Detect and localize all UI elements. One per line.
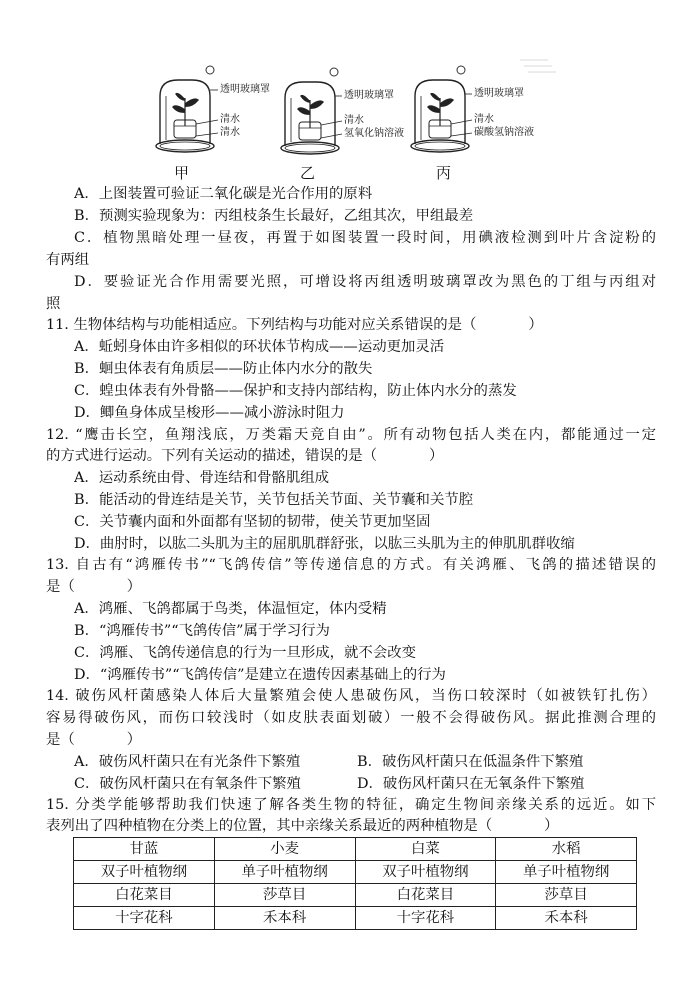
sun-icon <box>206 66 465 76</box>
q15-stem-line2 <box>46 816 656 836</box>
table-cell: 禾本科 <box>496 907 637 930</box>
label-cover-jia: 透明玻璃罩 <box>220 84 270 95</box>
q13-stem-text: 是（ <box>46 579 75 595</box>
q14-option-d: D．破伤风杆菌只在无氧条件下繁殖 <box>357 776 585 792</box>
q10-option-c-line1: C．植物黑暗处理一昼夜，再置于如图装置一段时间，用碘液检测到叶片含淀粉的 <box>74 230 656 246</box>
label-cover-bing: 透明玻璃罩 <box>474 88 524 99</box>
q14-stem-line3 <box>46 730 656 750</box>
q11-stem <box>46 315 656 335</box>
table-cell: 双子叶植物纲 <box>355 861 496 884</box>
table-cell: 十字花科 <box>74 907 215 930</box>
q15-stem-line1: 15. 分类学能够帮助我们快速了解各类生物的特征，确定生物间亲缘关系的远近。如下 <box>46 797 656 813</box>
table-cell: 十字花科 <box>355 907 496 930</box>
q12-option-b: B．能活动的骨连结是关节，关节包括关节面、关节囊和关节腔 <box>74 492 474 508</box>
table-cell: 白花菜目 <box>355 884 496 907</box>
q11-option-d: D．鲫鱼身体成呈梭形——减小游泳时阻力 <box>74 405 345 421</box>
q13-option-a: A．鸿雁、飞鸽都属于鸟类，体温恒定，体内受精 <box>74 601 387 617</box>
q14-stem-end: ） <box>126 732 142 748</box>
table-cell: 白花菜目 <box>74 884 215 907</box>
q11-stem-end: ） <box>528 317 543 333</box>
label-top-yi: 清水 <box>344 115 364 126</box>
q15-stem-text: 表列出了四种植物在分类上的位置，其中亲缘关系最近的两种植物是（ <box>46 818 493 834</box>
q14-stem-line1: 14. 破伤风杆菌感染人体后大量繁殖会使人患破伤风，当伤口较深时（如被铁钉扎伤） <box>46 688 656 704</box>
q14-options-row1 <box>74 752 656 772</box>
table-cell: 单子叶植物纲 <box>214 861 355 884</box>
label-top-jia: 清水 <box>220 114 240 125</box>
table-cell: 单子叶植物纲 <box>496 861 637 884</box>
table-cell: 水稻 <box>496 838 637 861</box>
caption-bing: 丙 <box>436 164 452 182</box>
q13-stem-line2 <box>46 577 656 597</box>
table-cell: 莎草目 <box>496 884 637 907</box>
q14-stem-line2: 容易得破伤风，而伤口较浅时（如皮肤表面划破）一般不会得破伤风。据此推测合理的 <box>46 710 656 726</box>
q11-stem-text: 11. 生物体结构与功能相适应。下列结构与功能对应关系错误的是（ <box>46 317 477 333</box>
table-cell: 甘蓝 <box>74 838 215 861</box>
table-cell: 莎草目 <box>214 884 355 907</box>
caption-yi: 乙 <box>300 164 316 182</box>
q11-option-a: A．蚯蚓身体由许多相似的环状体节构成——运动更加灵活 <box>74 339 445 355</box>
q11-option-b: B．蛔虫体表有角质层——防止体内水分的散失 <box>74 361 373 377</box>
q13-stem-end: ） <box>126 579 142 595</box>
q14-option-c: C．破伤风杆菌只在有氧条件下繁殖 <box>74 776 301 792</box>
label-top-bing: 清水 <box>474 114 494 125</box>
q12-option-a: A．运动系统由骨、骨连结和骨骼肌组成 <box>74 470 330 486</box>
q10-option-b: B．预测实验现象为：丙组枝条生长最好，乙组其次，甲组最差 <box>74 208 474 224</box>
classification-table <box>73 837 637 930</box>
q11-option-c: C．蝗虫体表有外骨骼——保护和支持内部结构，防止体内水分的蒸发 <box>74 383 517 399</box>
q14-option-a: A．破伤风杆菌只在有光条件下繁殖 <box>74 754 301 770</box>
q12-stem-text: 的方式进行运动。下列有关运动的描述，错误的是（ <box>46 448 377 464</box>
q13-option-d: D．“鸿雁传书”“飞鸽传信”是建立在遗传因素基础上的行为 <box>74 667 446 683</box>
q14-options-row2 <box>74 774 656 794</box>
bell-jar-yi <box>281 82 342 154</box>
q10-option-d-line2: 照 <box>46 296 61 312</box>
q14-stem-text: 是（ <box>46 732 75 748</box>
table-cell: 小麦 <box>214 838 355 861</box>
q10-option-c-line2: 有两组 <box>46 252 90 268</box>
table-cell: 双子叶植物纲 <box>74 861 215 884</box>
bell-jar-bing <box>411 80 472 152</box>
q12-stem-end: ） <box>429 448 444 464</box>
q13-stem-line1: 13. 自古有“鸿雁传书”“飞鸽传信”等传递信息的方式。有关鸿雁、飞鸽的描述错误的 <box>46 557 656 573</box>
table-row <box>74 861 637 884</box>
table-row <box>74 838 637 861</box>
table-cell: 禾本科 <box>214 907 355 930</box>
experiment-figure <box>0 0 696 190</box>
q15-stem-end: ） <box>544 818 559 834</box>
bell-jar-jia <box>156 80 218 152</box>
label-bottom-jia: 清水 <box>220 127 240 138</box>
table-cell: 白菜 <box>355 838 496 861</box>
caption-jia: 甲 <box>174 164 190 182</box>
q10-option-d-line1: D．要验证光合作用需要光照，可增设将丙组透明玻璃罩改为黑色的丁组与丙组对 <box>74 274 656 290</box>
label-bottom-bing: 碳酸氢钠溶液 <box>474 127 534 138</box>
label-cover-yi: 透明玻璃罩 <box>344 90 394 101</box>
q12-option-c: C．关节囊内面和外面都有坚韧的韧带，使关节更加坚固 <box>74 514 431 530</box>
q12-option-d: D．曲肘时，以肱二头肌为主的屈肌肌群舒张，以肱三头肌为主的伸肌肌群收缩 <box>74 536 575 552</box>
q10-option-a: A．上图装置可验证二氧化碳是光合作用的原料 <box>74 186 373 202</box>
table-row <box>74 884 637 907</box>
q13-option-c: C．鸿雁、飞鸽传递信息的行为一旦形成，就不会改变 <box>74 645 416 661</box>
q14-option-b: B．破伤风杆菌只在低温条件下繁殖 <box>357 754 584 770</box>
q12-stem-line2 <box>46 446 656 466</box>
q13-option-b: B．“鸿雁传书”“飞鸽传信”属于学习行为 <box>74 623 330 639</box>
table-row <box>74 907 637 930</box>
label-bottom-yi: 氢氧化钠溶液 <box>344 128 404 139</box>
q12-stem-line1: 12. “鹰击长空，鱼翔浅底，万类霜天竞自由”。所有动物包括人类在内，都能通过一定 <box>46 427 656 443</box>
